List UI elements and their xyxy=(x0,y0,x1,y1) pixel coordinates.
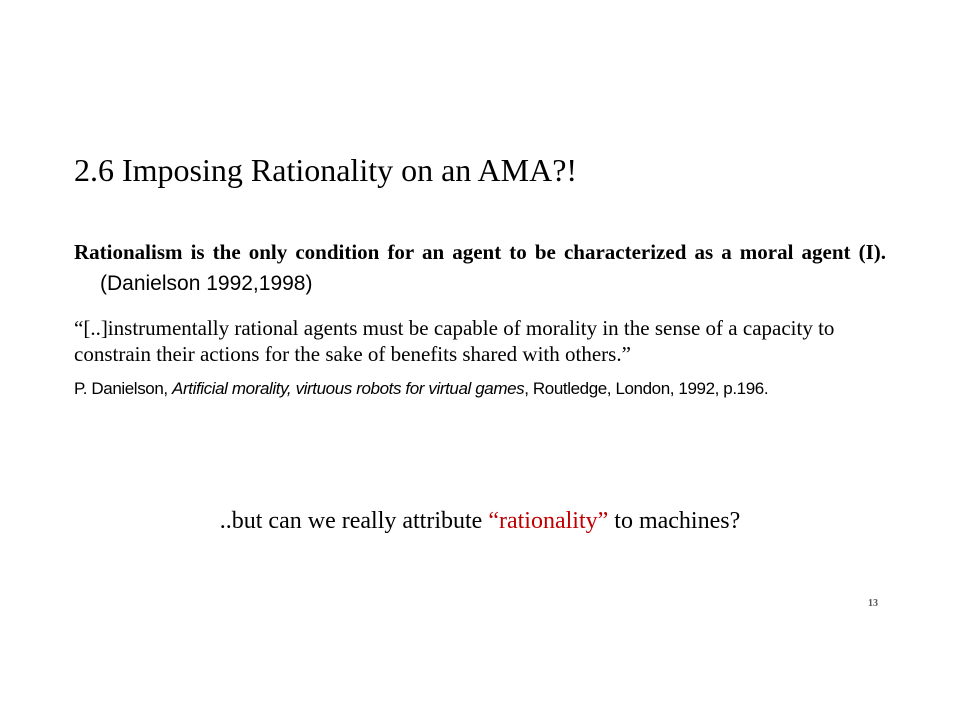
question-line xyxy=(0,505,960,537)
claim-text: Rationalism is the only condition for an agent to be characterized as a moral agent (I). xyxy=(74,240,886,264)
question-after: to machines? xyxy=(608,508,741,534)
reference-details: , Routledge, London, 1992, p.196. xyxy=(524,379,769,398)
question-before: ..but can we really attribute xyxy=(219,508,489,534)
quote-paragraph: “[..]instrumentally rational agents must be capable of morality in the sense of a capacity to constrain their actions for the sake of benefits shared with others.” xyxy=(74,316,835,366)
reference-paragraph xyxy=(74,378,894,400)
reference-book-title: Artificial morality, virtuous robots for virtual games xyxy=(172,379,525,398)
slide-title: 2.6 Imposing Rationality on an AMA?! xyxy=(74,152,578,188)
claim-paragraph xyxy=(74,237,886,299)
claim-citation: (Danielson 1992,1998) xyxy=(100,272,313,295)
reference-author: P. Danielson, xyxy=(74,379,173,398)
page-number: 13 xyxy=(868,598,878,609)
question-highlight: “rationality” xyxy=(488,508,609,534)
